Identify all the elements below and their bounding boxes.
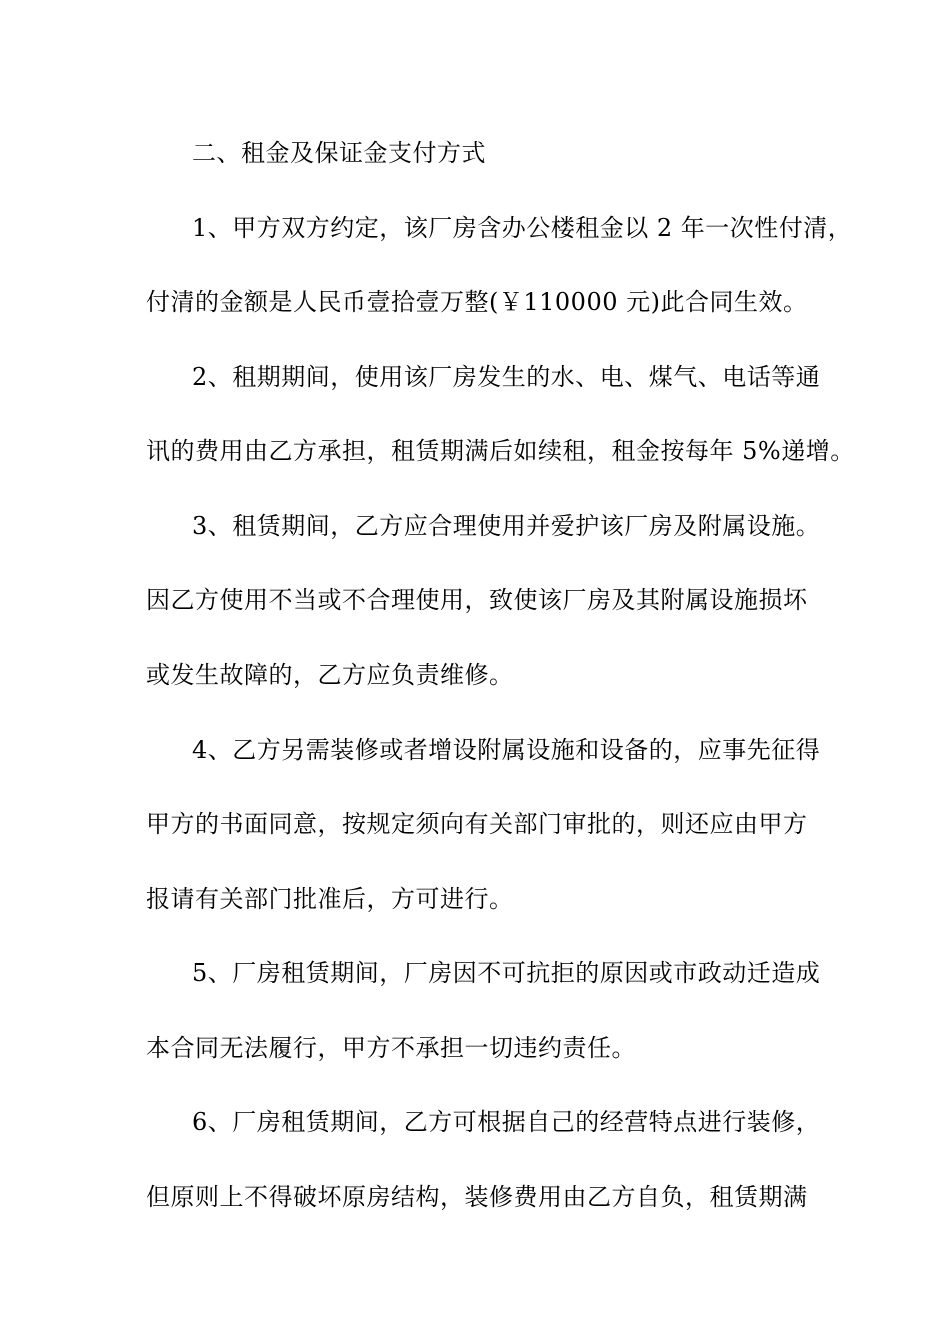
paragraph-line: 4、乙方另需装修或者增设附属设施和设备的，应事先征得 — [192, 736, 821, 764]
paragraph-line: 但原则上不得破坏原房结构，装修费用由乙方自负，租赁期满 — [146, 1183, 808, 1211]
section-heading: 二、租金及保证金支付方式 — [192, 139, 486, 167]
paragraph-line: 2、租期期间，使用该厂房发生的水、电、煤气、电话等通 — [192, 363, 821, 391]
paragraph-line: 5、厂房租赁期间，厂房因不可抗拒的原因或市政动迁造成 — [192, 959, 821, 987]
paragraph-line: 3、租赁期间，乙方应合理使用并爱护该厂房及附属设施。 — [192, 512, 821, 540]
paragraph-line: 6、厂房租赁期间，乙方可根据自己的经营特点进行装修， — [192, 1108, 821, 1136]
paragraph-line: 1、甲方双方约定，该厂房含办公楼租金以 2 年一次性付清， — [192, 214, 853, 242]
paragraph-line: 因乙方使用不当或不合理使用，致使该厂房及其附属设施损坏 — [146, 586, 808, 614]
paragraph-line: 或发生故障的，乙方应负责维修。 — [146, 661, 514, 689]
paragraph-line: 报请有关部门批准后，方可进行。 — [146, 885, 514, 913]
paragraph-line: 讯的费用由乙方承担，租赁期满后如续租，租金按每年 5%递增。 — [146, 437, 855, 465]
paragraph-line: 本合同无法履行，甲方不承担一切违约责任。 — [146, 1034, 636, 1062]
paragraph-line: 甲方的书面同意，按规定须向有关部门审批的，则还应由甲方 — [146, 810, 808, 838]
paragraph-line: 付清的金额是人民币壹拾壹万整(￥110000 元)此合同生效。 — [146, 288, 808, 316]
